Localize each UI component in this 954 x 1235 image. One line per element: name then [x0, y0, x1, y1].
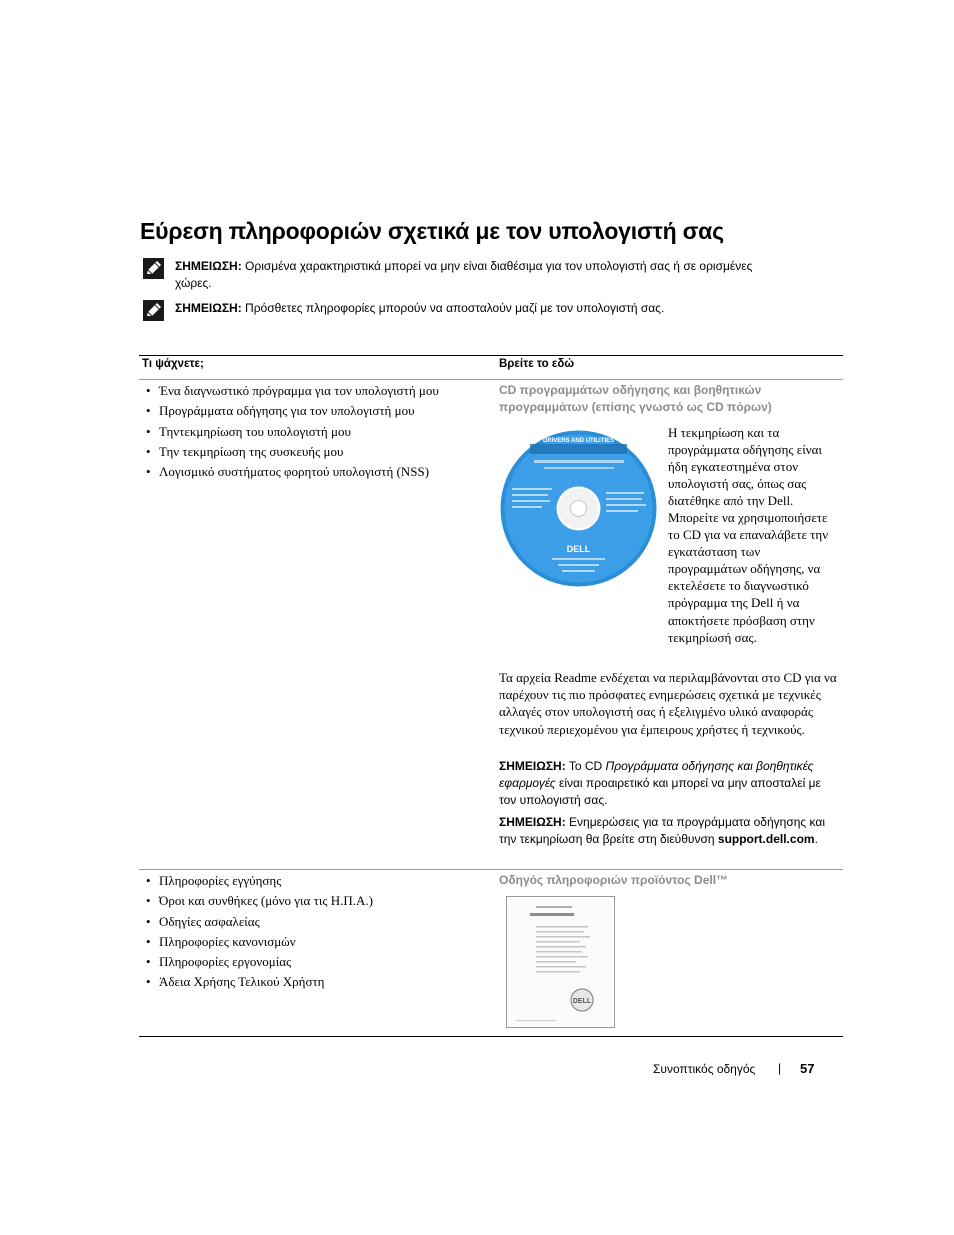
list-item: • Προγράμματα οδήγησης για τον υπολογιστή μου	[146, 403, 439, 423]
page-number: 57	[800, 1061, 815, 1076]
cd-description: Η τεκμηρίωση και τα προγράμματα οδήγησης είναι ήδη εγκατεστημένα στον υπολογιστή σας, όπως σας διατέθηκε από την Dell. Μπορείτε να χρησιμοποιήσετε το CD για να επαναλάβετε την εγκατάσταση των προγραμμάτων οδήγησης, να εκτελέσετε το διαγνωστικό πρόγραμμα της Dell ή να αποκτήσετε πρόσβαση στην τεκμηρίωσή σας.	[668, 425, 829, 645]
note-pencil-icon	[143, 300, 164, 321]
guide-brand-logo: DELL	[572, 998, 592, 1005]
cd-brand-logo: DELL	[566, 544, 591, 554]
list-item: • Άδεια Χρήσης Τελικού Χρήστη	[146, 974, 373, 994]
cd-optional-note-pre: Το CD	[568, 759, 606, 773]
cd-optional-note-post: είναι προαιρετικό και μπορεί να μην αποσταλεί με τον υπολογιστή σας.	[499, 776, 821, 807]
list-item: • Όροι και συνθήκες (μόνο για τις Η.Π.Α.)	[146, 893, 373, 913]
cd-optional-note-title: Προγράμματα οδήγησης και βοηθητικές εφαρμογές	[499, 759, 814, 790]
note-pencil-icon	[143, 258, 164, 279]
product-guide-booklet-image	[506, 896, 615, 1028]
list-item: • Λογισμικό συστήματος φορητού υπολογιστή (NSS)	[146, 464, 439, 484]
note-1-body: Ορισμένα χαρακτηριστικά μπορεί να μην είναι διαθέσιμα για τον υπολογιστή σας ή σε ορισμένες χώρες.	[175, 259, 753, 290]
cd-optional-note-label: ΣΗΜΕΙΩΣΗ:	[499, 759, 566, 773]
list-item: • Οδηγίες ασφαλείας	[146, 914, 373, 934]
readme-paragraph: Τα αρχεία Readme ενδέχεται να περιλαμβάνονται στο CD για να παρέχουν τις πιο πρόσφατες ενημερώσεις σχετικά με τεχνικές αλλαγές στον υπολογιστή σας ή εξελιγμένο υλικό αναφοράς τεχνικού περιεχομένου για έμπειρους χρήστες ή τεχνικούς.	[499, 670, 837, 737]
cd-optional-note	[499, 758, 841, 809]
note-2-body: Πρόσθετες πληροφορίες μπορούν να αποσταλούν μαζί με τον υπολογιστή σας.	[245, 301, 665, 315]
cd-disc-image	[500, 430, 657, 587]
footer-separator: |	[778, 1061, 782, 1075]
list-item: • Πληροφορίες κανονισμών	[146, 934, 373, 954]
table-header-what: Τι ψάχνετε;	[142, 358, 204, 370]
updates-note-post: .	[814, 832, 818, 846]
cd-section-title: CD προγραμμάτων οδήγησης και βοηθητικών προγραμμάτων (επίσης γνωστό ως CD πόρων)	[499, 383, 772, 414]
note-2-text	[175, 300, 765, 317]
list-item: • Την τεκμηρίωση της συσκευής μου	[146, 444, 439, 464]
note-1-text	[175, 258, 765, 292]
note-1-label: ΣΗΜΕΙΩΣΗ:	[175, 259, 242, 273]
table-row-rule	[139, 869, 843, 870]
row1-bullet-list	[146, 383, 439, 484]
updates-note	[499, 814, 841, 848]
page-title: Εύρεση πληροφοριών σχετικά με τον υπολογιστή σας	[140, 218, 724, 244]
table-bottom-rule	[139, 1036, 843, 1037]
list-item: • Πληροφορίες εργονομίας	[146, 954, 373, 974]
updates-note-pre: Ενημερώσεις για τα προγράμματα οδήγησης και την τεκμηρίωση θα βρείτε στη διεύθυνση	[499, 815, 825, 846]
cd-label-text: DRIVERS AND UTILITIES	[542, 438, 615, 444]
footer-guide-name: Συνοπτικός οδηγός	[653, 1062, 756, 1076]
row2-bullet-list	[146, 873, 373, 995]
support-link[interactable]: support.dell.com	[717, 832, 815, 846]
table-header-rule	[139, 379, 843, 380]
list-item: • Πληροφορίες εγγύησης	[146, 873, 373, 893]
list-item: • Ένα διαγνωστικό πρόγραμμα για τον υπολογιστή μου	[146, 383, 439, 403]
product-guide-title: Οδηγός πληροφοριών προϊόντος Dell™	[499, 873, 729, 887]
table-top-rule	[139, 355, 843, 356]
table-header-where: Βρείτε το εδώ	[499, 358, 575, 370]
updates-note-label: ΣΗΜΕΙΩΣΗ:	[499, 815, 566, 829]
note-2-label: ΣΗΜΕΙΩΣΗ:	[175, 301, 242, 315]
list-item: • Τηντεκμηρίωση του υπολογιστή μου	[146, 424, 439, 444]
